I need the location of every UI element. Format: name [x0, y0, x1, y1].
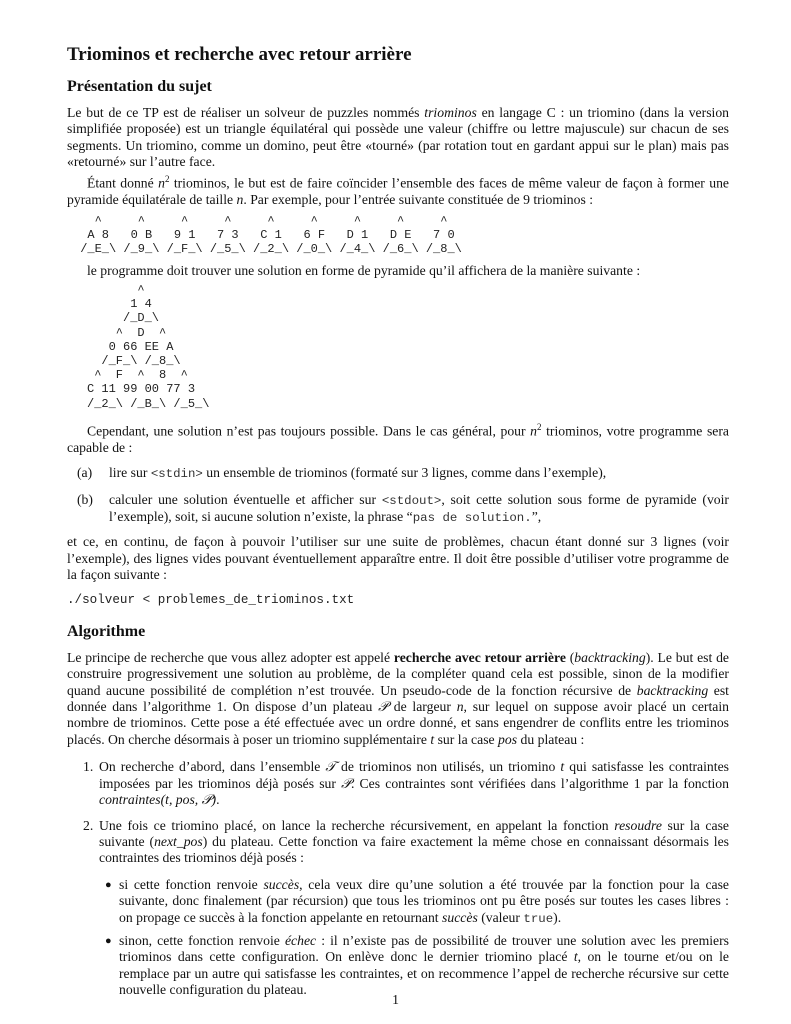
paragraph-however: Cependant, une solution n’est pas toujours possible. Dans le cas général, pour $n^2$ triominos, votre programme sera capable de :: [67, 421, 729, 455]
bullet-icon: ●: [105, 934, 112, 947]
command-example-code: ./solveur < problemes_de_triominos.txt: [67, 592, 355, 607]
section-heading-presentation: Présentation du sujet: [67, 78, 212, 95]
paragraph-output-intro: le programme doit trouver une solution en forme de pyramide qu’il affichera de la manière suivante :: [87, 262, 641, 278]
list-item-label: 2.: [83, 817, 94, 833]
list-item: 2. Une fois ce triomino placé, on lance la recherche récursivement, en appelant la fonction resoudre sur la case suivante (next_pos) du plateau. Cette fonction va faire exactement la même chose en connaissant désormais les contraintes des triominos déjà posés : ● si cette fonction renvoie succès, cela veux dire qu’une solution a été trouvée par la fonction pour la case suivante, donc finalement (par récursion) que tous les triominos ont pu être posés sur toutes les cases libres : on propage ce succès à la fonction appelante en retournant succès (valeur true). ● sinon, cette fonction renvoie échec : il n’existe pas de possibilité de trouver une solution avec les premiers triominos dans cette configuration. On enlève donc le dernier triomino placé t, on le tourne et/ou on le remplace par un autre qui satisfasse les contraintes, et on recommence l’appel de recherche récursive sur cette nouvelle configuration du plateau.: [83, 817, 730, 998]
list-item: ● si cette fonction renvoie succès, cela veux dire qu’une solution a été trouvée par la fonction pour la case suivante, donc finalement (par récursion) que tous les triominos ont pu être posés sur toutes les cases libres : on propage ce succès à la fonction appelante en retournant succès (valeur true).: [105, 876, 730, 926]
list-item: ● sinon, cette fonction renvoie échec : il n’existe pas de possibilité de trouver une solution avec les premiers triominos dans cette configuration. On enlève donc le dernier triomino placé t, on le tourne et/ou on le remplace par un autre qui satisfasse les contraintes, et on recommence l’appel de recherche récursive sur cette nouvelle configuration du plateau.: [105, 932, 729, 998]
page-body: [67, 44, 729, 999]
list-item-label: (a): [77, 465, 93, 481]
algorithm-steps: [67, 759, 729, 998]
list-item: 1. On recherche d’abord, dans l’ensemble 𝒯 de triominos non utilisés, un triomino t qui satisfasse les contraintes imposées par les triominos déjà posés sur 𝒫. Ces contraintes sont vérifiées dans l’algorithme 1 par la fonction contraintes(t, pos, 𝒫).: [83, 759, 729, 808]
capability-list: [67, 465, 729, 526]
list-item-label: (b): [77, 491, 93, 507]
document-title: Triominos et recherche avec retour arrière: [67, 44, 412, 65]
paragraph-continuous: et ce, en continu, de façon à pouvoir l’utiliser sur une suite de problèmes, chacun étant donné sur 3 lignes (voir l’exemple), des lignes vides pouvant éventuellement apparaître entre. Il doit être possible d’utiliser votre programme de la façon suivante :: [67, 534, 729, 583]
page-number: 1: [392, 992, 399, 1007]
paragraph-given-n2: Étant donné $n^2$ triominos, le but est de faire coïncider l’ensemble des faces de même valeur de façon à former une pyramide équilatérale de taille n. Par exemple, pour l’entrée suivante constituée de 9 triominos :: [67, 173, 729, 207]
input-example-code: ^ ^ ^ ^ ^ ^ ^ ^ ^ A 8 0 B 9 1 7 3 C 1 6 F D 1 D E 7 0 /_E_\ /_9_\ /_F_\ /_5_\ /_2_\ /_0_\ /_4_\ /_6_\ /_8_\: [80, 214, 462, 257]
bullet-icon: ●: [105, 878, 112, 891]
list-item: (a) lire sur <stdin> un ensemble de triominos (formaté sur 3 lignes, comme dans l’exemple),: [77, 465, 607, 482]
sub-bullet-list: [99, 877, 729, 999]
output-example-code: ^ 1 4 /_D_\ ^ D ^ 0 66 EE A /_F_\ /_8_\ ^ F ^ 8 ^ C 11 99 00 77 3 /_2_\ /_B_\ /_5_\: [87, 283, 210, 411]
paragraph-intro: Le but de ce TP est de réaliser un solveur de puzzles nommés triominos en langage C : un triomino (dans la version simplifiée proposée) est un triangle équilatéral qui possède une valeur (chiffre ou lettre majuscule) sur chacun de ses segments. Un triomino, comme un domino, peut être «tourné» (par rotation tout en gardant appui sur le plan) mais pas «retourné» sur l’autre face.: [67, 105, 730, 170]
section-heading-algorithme: Algorithme: [67, 622, 146, 640]
list-item: (b) calculer une solution éventuelle et afficher sur <stdout>, soit cette solution sous forme de pyramide (voir l’exemple), soit, si aucune solution n’existe, la phrase “pas de solution.”,: [77, 491, 729, 526]
paragraph-principle: Le principe de recherche que vous allez adopter est appelé recherche avec retour arrière (backtracking). Le but est de construire progressivement une solution au problème, de la compléter quand cela est possible, sinon de la modifier quand aucune possibilité de complétion n’est trouvée. Un pseudo-code de la fonction récursive de backtracking est donnée dans l’algorithme 1. On dispose d’un plateau 𝒫 de largeur n, sur lequel on suppose avoir placé un certain nombre de triominos. Cette pose a été effectuée avec un ordre donné, et sans engendrer de conflits entre les triominos placés. On cherche désormais à poser un triomino supplémentaire t sur la case pos du plateau :: [67, 649, 730, 747]
list-item-label: 1.: [83, 759, 94, 775]
